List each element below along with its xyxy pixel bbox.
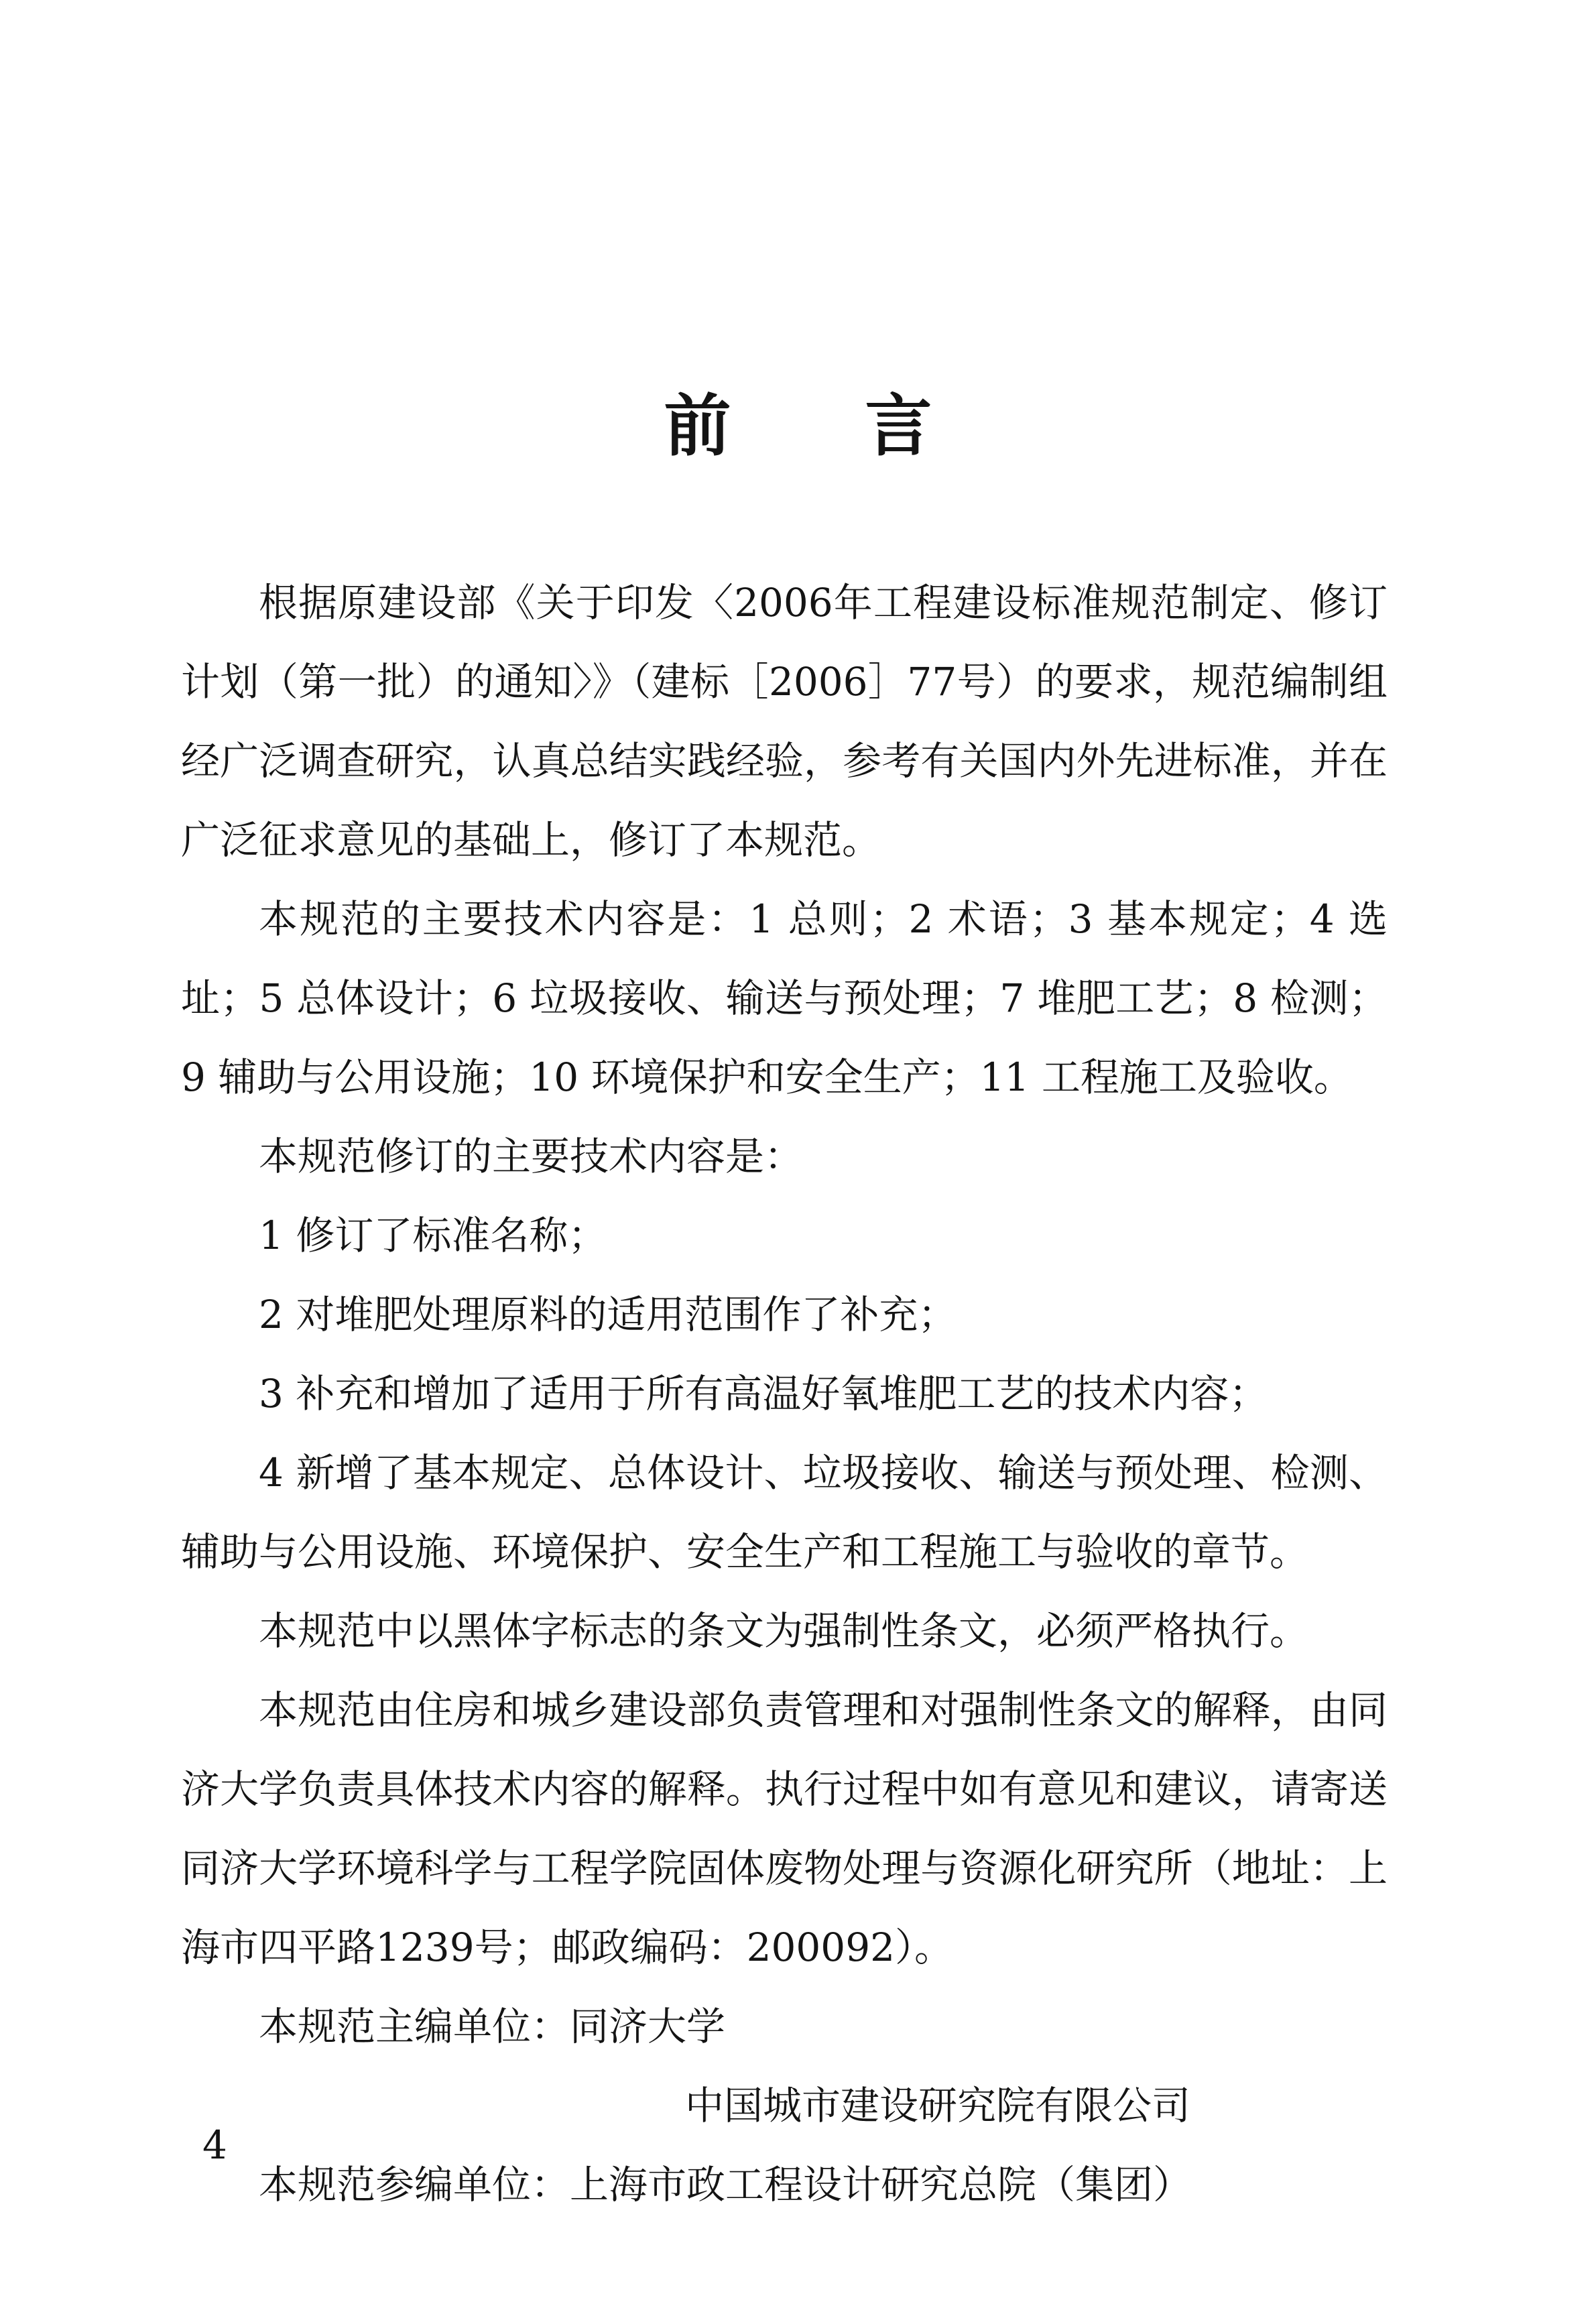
page-title: 前言 [664, 386, 1066, 465]
preface-body [181, 563, 1388, 2224]
paragraph-revision-intro: 本规范修订的主要技术内容是： [259, 1134, 804, 1179]
participant-label: 本规范参编单位： [259, 2162, 570, 2207]
chief-editor-org-2: 中国城市建设研究院有限公司 [685, 2083, 1191, 2128]
revision-item-3: 3 补充和增加了适用于所有高温好氧堆肥工艺的技术内容； [259, 1371, 1268, 1416]
paragraph-mandatory-clauses: 本规范中以黑体字标志的条文为强制性条文，必须严格执行。 [259, 1608, 1309, 1654]
chief-editor-line [181, 1987, 1388, 2066]
paragraph-management: 本规范由住房和城乡建设部负责管理和对强制性条文的解释，由同济大学负责具体技术内容的解释。执行过程中如有意见和建议，请寄送同济大学环境科学与工程学院固体废物处理与资源化研究所（地址：上海市四平路1239号；邮政编码：200092）。 [181, 1687, 1388, 1970]
revision-item-1: 1 修订了标准名称； [259, 1213, 607, 1258]
paragraph-basis: 根据原建设部《关于印发〈2006年工程建设标准规范制定、修订计划（第一批）的通知〉》（建标［2006］77号）的要求，规范编制组经广泛调查研究，认真总结实践经验，参考有关国内外先进标准，并在广泛征求意见的基础上，修订了本规范。 [181, 580, 1388, 863]
chief-editor-label: 本规范主编单位： [259, 2004, 570, 2049]
page-number: 4 [202, 2122, 227, 2168]
paragraph-main-content: 本规范的主要技术内容是：1 总则；2 术语；3 基本规定；4 选址；5 总体设计；6 垃圾接收、输送与预处理；7 堆肥工艺；8 检测；9 辅助与公用设施；10 环境保护和安全生产；11 工程施工及验收。 [181, 896, 1388, 1100]
revision-item-2: 2 对堆肥处理原料的适用范围作了补充； [259, 1292, 957, 1337]
revision-item-4: 4 新增了基本规定、总体设计、垃圾接收、输送与预处理、检测、辅助与公用设施、环境保护、安全生产和工程施工与验收的章节。 [181, 1450, 1388, 1575]
participant-org-1: 上海市政工程设计研究总院（集团） [570, 2162, 1192, 2207]
chief-editor-org-1: 同济大学 [570, 2004, 726, 2049]
participant-line [181, 2145, 1388, 2224]
